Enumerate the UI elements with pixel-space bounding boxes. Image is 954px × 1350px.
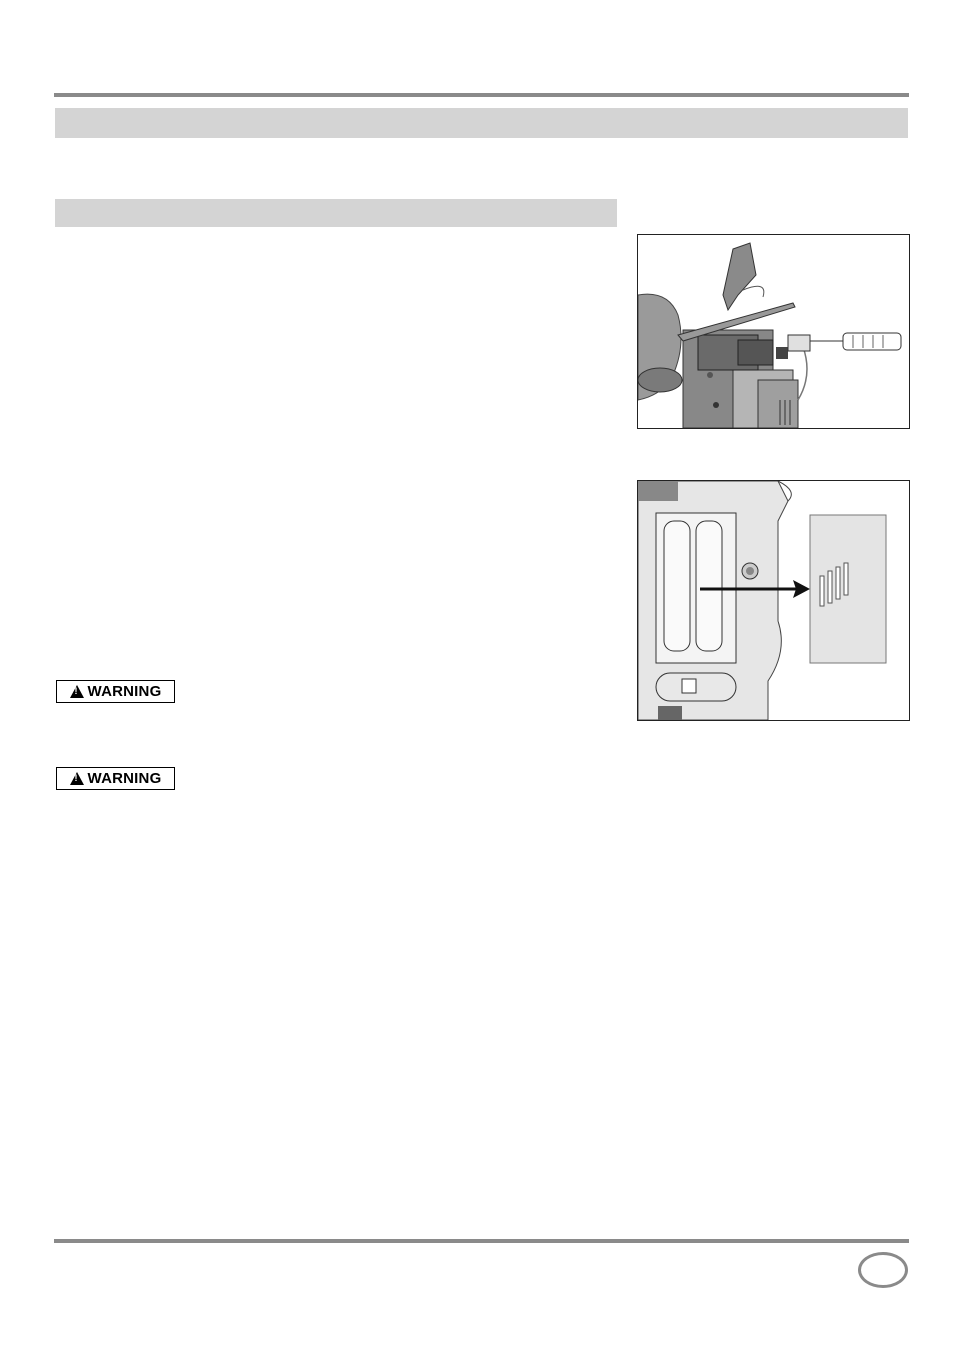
warning-text: WARNING	[87, 683, 162, 700]
page-number-badge	[858, 1252, 908, 1288]
warning-label	[56, 680, 175, 703]
warning-triangle-icon	[70, 772, 84, 785]
top-rule	[54, 93, 909, 97]
warning-triangle-icon	[70, 685, 84, 698]
warning-label	[56, 767, 175, 790]
warning-text: WARNING	[87, 770, 162, 787]
battery-compartment-figure	[637, 480, 910, 721]
bottom-rule	[54, 1239, 909, 1243]
section-title-bar	[55, 108, 908, 138]
subsection-title-bar	[55, 199, 617, 227]
tool-bit-insertion-figure	[637, 234, 910, 429]
